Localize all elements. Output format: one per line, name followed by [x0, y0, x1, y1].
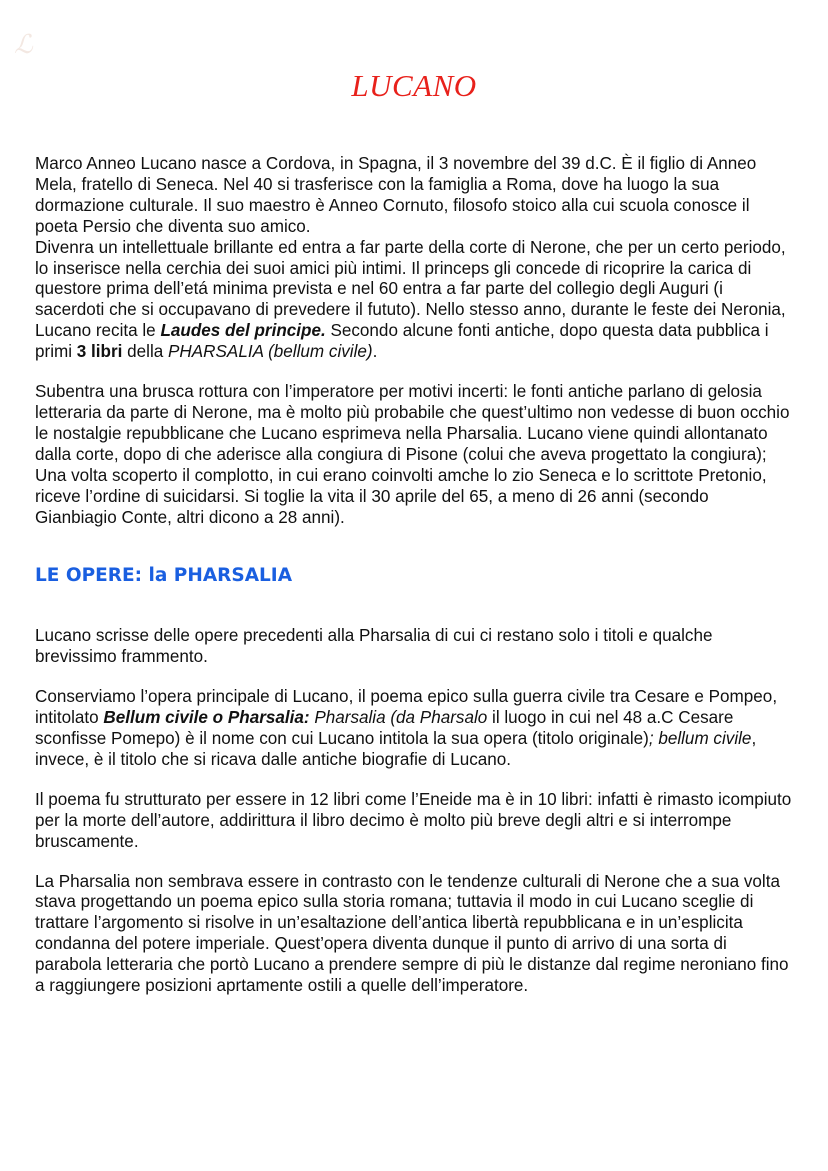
spacer: [35, 853, 795, 872]
page-title: LUCANO: [351, 68, 477, 103]
document-body: [35, 154, 795, 997]
paragraph-ideology: La Pharsalia non sembrava essere in contrasto con le tendenze culturali di Nerone che a sua volta stava progettando un poema epico sulla storia romana; tuttavia il modo in cui Lucano sceglie di trattare l’argomento si risolve in un’esaltazione dell’antica libertà repubblicana e in un’esplicita condanna del potere imperiale. Quest’opera diventa dunque il punto di arrivo di una sorta di parabola letteraria che portò Lucano a prendere sempre di più le distanze dal regime neroniano fino a raggiungere posizioni aprtamente ostili a quelle dell’imperatore.: [35, 871, 789, 996]
paragraph-earlier-works: Lucano scrisse delle opere precedenti alla Pharsalia di cui ci restano solo i titoli e qualche brevissimo frammento.: [35, 626, 713, 667]
paragraph-biography-intro: Marco Anneo Lucano nasce a Cordova, in Spagna, il 3 novembre del 39 d.C. È il figlio di Anneo Mela, fratello di Seneca. Nel 40 si trasferisce con la famiglia a Roma, dove ha luogo la sua dormazione culturale. Il suo maestro è Anneo Cornuto, filosofo stoico alla cui scuola conosce il poeta Persio che diventa suo amico.: [35, 154, 757, 236]
section-heading-opere: LE OPERE: la PHARSALIA: [35, 565, 293, 587]
watermark-logo: ℒ: [14, 30, 33, 60]
spacer: [35, 771, 795, 790]
spacer: [35, 363, 795, 382]
paragraph-break-with-nero: Subentra una brusca rottura con l’imperatore per motivi incerti: le fonti antiche parlano di gelosia letteraria da parte di Nerone, ma è molto più probabile che quest’ultimo non vedesse di buon occhio le nostalgie repubblicane che Lucano esprimeva nella Pharsalia. Lucano viene quindi allontanato dalla corte, dopo di che aderisce alla congiura di Pisone (colui che aveva progettato la congiura); Una volta scoperto il complotto, in cui erano coinvolti amche lo zio Seneca e lo scrittote Pretonio, riceve l’ordine di suicidarsi. Si toglie la vita il 30 aprile del 65, a meno di 26 anni (secondo Gianbiagio Conte, altri dicono a 28 anni).: [35, 382, 790, 527]
paragraph-main-work: Conserviamo l’opera principale di Lucano, il poema epico sulla guerra civile tra Cesare e Pompeo, intitolato Bellum civile o Pharsalia: Pharsalia (da Pharsalo il luogo in cui nel 48 a.C Cesare sconfisse Pomepo) è il nome con cui Lucano intitola la sua opera (titolo originale); bellum civile, invece, è il titolo che si ricava dalle antiche biografie di Lucano.: [35, 687, 778, 769]
paragraph-structure: Il poema fu strutturato per essere in 12 libri come l’Eneide ma è in 10 libri: infatti è rimasto icompiuto per la morte dell’autore, addirittura il libro decimo è molto più breve degli altri e si interrompe bruscamente.: [35, 789, 792, 851]
paragraph-court-career: Divenra un intellettuale brillante ed entra a far parte della corte di Nerone, che per un certo periodo, lo inserisce nella cerchia dei suoi amici più intimi. Il princeps gli concede di ricoprire la carica di questore prima dell’etá minima prevista e nel 60 entra a far parte del collegio degli Auguri (i sacerdoti che si occupavano di prevedere il fututo). Nello stesso anno, durante le feste dei Neronia, Lucano recita le Laudes del principe. Secondo alcune fonti antiche, dopo questa data pubblica i primi 3 libri della PHARSALIA (bellum civile).: [35, 237, 786, 362]
spacer: [35, 668, 795, 687]
